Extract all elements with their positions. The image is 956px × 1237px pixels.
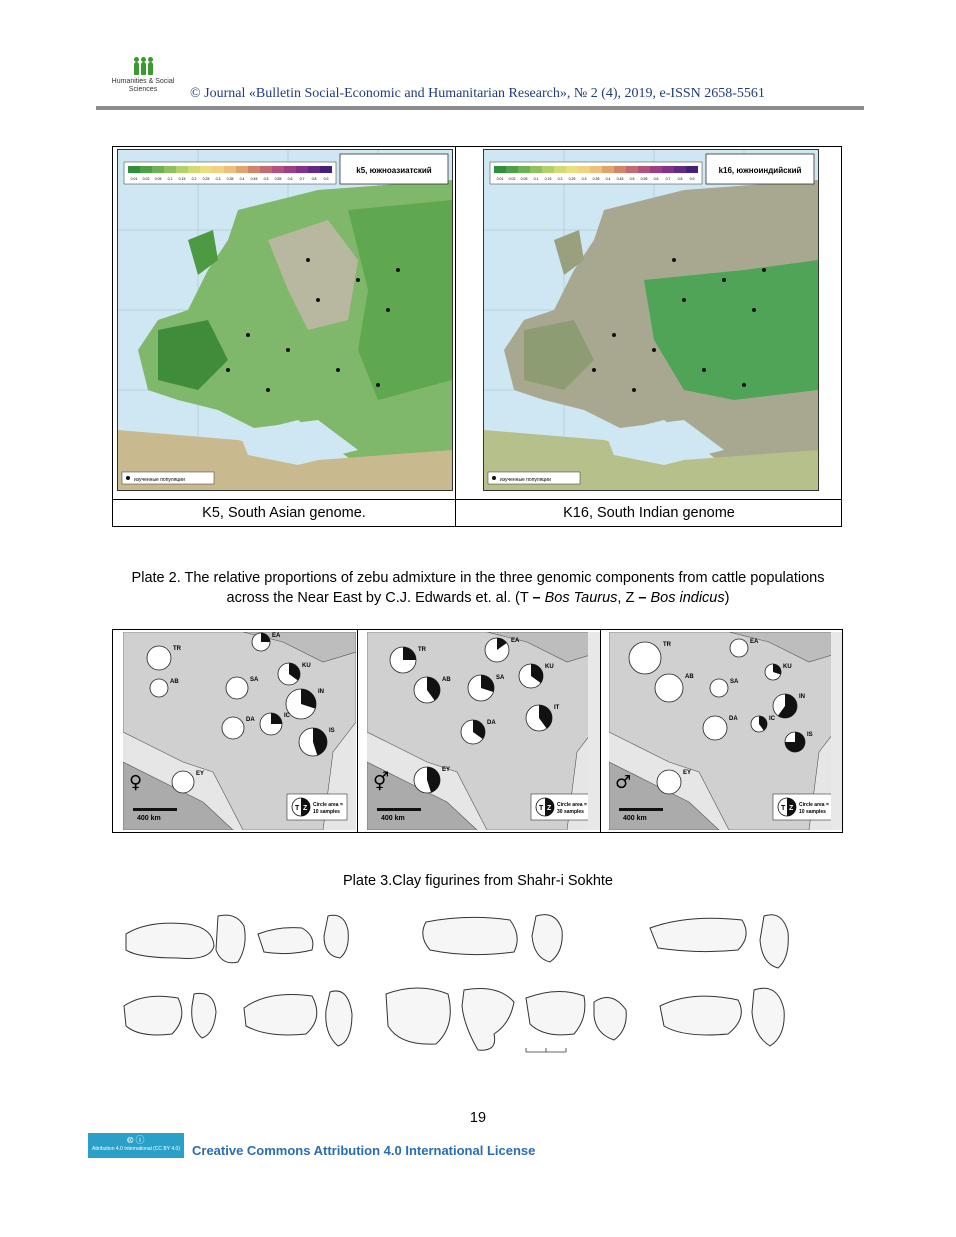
population-label: IC — [769, 716, 775, 722]
scale-bar — [133, 808, 177, 811]
legend-text: Circle area = — [557, 802, 587, 808]
pie-circle — [730, 639, 748, 657]
pie-circle — [629, 642, 661, 674]
population-label: EA — [750, 639, 759, 645]
scale-swatch — [188, 166, 200, 173]
pie-circle — [655, 674, 683, 702]
population-label: EA — [511, 638, 520, 644]
population-label: AB — [170, 679, 179, 685]
map-label: k5, южноазиатский — [356, 166, 432, 175]
legend-t: T — [539, 805, 544, 812]
scale-tick-label: 0.45 — [250, 177, 258, 181]
scale-tick-label: 0.5 — [629, 177, 635, 181]
scale-tick-label: 0.15 — [178, 177, 186, 181]
legend-t: T — [781, 805, 786, 812]
scale-tick-label: 0.2 — [191, 177, 197, 181]
cc-badge-text: Attribution 4.0 International (CC BY 4.0) — [91, 1146, 180, 1152]
sex-symbol-icon: ♀ — [129, 772, 143, 793]
scale-tick-label: 0.9 — [689, 177, 695, 181]
scale-swatch — [272, 166, 284, 173]
scale-swatch — [554, 166, 566, 173]
scale-tick-label: 0.8 — [311, 177, 317, 181]
pie-circle — [703, 716, 727, 740]
population-label: KU — [302, 663, 311, 669]
legend-text: 30 samples — [557, 809, 584, 815]
population-label: AB — [685, 674, 694, 680]
scale-swatch — [248, 166, 260, 173]
scale-tick-label: 0.35 — [592, 177, 600, 181]
map-label: k16, южноиндийский — [718, 166, 802, 175]
scale-tick-label: 0.01 — [130, 177, 138, 181]
scale-swatch — [662, 166, 674, 173]
map-caption-k16: K16, South Indian genome — [563, 505, 735, 521]
scale-tick-label: 0.45 — [616, 177, 624, 181]
header-rule — [96, 106, 864, 110]
scale-tick-label: 0.6 — [653, 177, 659, 181]
legend-z: Z — [789, 805, 794, 812]
scale-swatch — [506, 166, 518, 173]
scale-tick-label: 0.1 — [533, 177, 539, 181]
plate2-caption-line1: Plate 2. The relative proportions of zebu admixture in the three genomic components from cattle populations — [131, 570, 825, 586]
scale-tick-label: 0.3 — [215, 177, 221, 181]
logo-text: Humanities & Social Sciences — [111, 78, 175, 93]
map-caption-k5: K5, South Asian genome. — [202, 505, 366, 521]
population-label: EY — [442, 767, 451, 773]
scale-swatch — [260, 166, 272, 173]
population-label: TR — [173, 646, 181, 652]
scale-swatch — [128, 166, 140, 173]
population-label: SA — [496, 675, 505, 681]
scale-tick-label: 0.9 — [323, 177, 329, 181]
page-number: 19 — [469, 1110, 487, 1126]
scale-tick-label: 0.55 — [274, 177, 282, 181]
scale-tick-label: 0.25 — [568, 177, 576, 181]
scale-tick-label: 0.02 — [142, 177, 150, 181]
scale-tick-label: 0.4 — [239, 177, 245, 181]
scale-swatch — [308, 166, 320, 173]
population-label: SA — [250, 677, 259, 683]
scale-swatch — [224, 166, 236, 173]
population-label: KU — [783, 664, 792, 670]
scale-tick-label: 0.02 — [508, 177, 516, 181]
pie-circle — [710, 679, 728, 697]
table-divider — [357, 630, 358, 832]
scale-tick-label: 0.25 — [202, 177, 210, 181]
table-divider — [113, 499, 841, 500]
legend-t: T — [295, 805, 300, 812]
journal-citation: © Journal «Bulletin Social-Economic and Humanitarian Research», № 2 (4), 2019, e-ISSN 2658-5561 — [190, 86, 765, 101]
population-label: DA — [729, 716, 738, 722]
sex-symbol-icon: ⚥ — [373, 772, 390, 793]
scale-tick-label: 0.01 — [496, 177, 504, 181]
plate2-caption-line2: across the Near East by C.J. Edwards et. al. (T – Bos Taurus, Z – Bos indicus) — [226, 590, 730, 606]
scale-swatch — [602, 166, 614, 173]
scale-tick-label: 0.4 — [605, 177, 611, 181]
scale-swatch — [674, 166, 686, 173]
cc-icon: 🅭 ⓘ — [127, 1135, 145, 1145]
scale-bar — [619, 808, 663, 811]
scale-tick-label: 0.05 — [520, 177, 528, 181]
scale-label: 400 km — [381, 815, 405, 822]
scale-swatch — [152, 166, 164, 173]
scale-swatch — [284, 166, 296, 173]
population-label: IS — [329, 728, 335, 734]
legend-z: Z — [303, 805, 308, 812]
pie-map-combined — [367, 632, 600, 830]
scale-swatch — [542, 166, 554, 173]
population-label: TR — [663, 642, 671, 648]
scale-tick-label: 0.7 — [665, 177, 671, 181]
scale-tick-label: 0.6 — [287, 177, 293, 181]
scale-swatch — [614, 166, 626, 173]
pie-circle — [147, 646, 171, 670]
pie-circle — [222, 717, 244, 739]
legend-note: изученные популяции — [134, 477, 185, 483]
scale-swatch — [578, 166, 590, 173]
pie-map-female — [123, 632, 356, 830]
journal-logo — [108, 62, 178, 102]
scale-tick-label: 0.7 — [299, 177, 305, 181]
population-label: IT — [554, 705, 560, 711]
scale-swatch — [212, 166, 224, 173]
population-label: EY — [196, 771, 205, 777]
plate2-caption — [96, 568, 860, 608]
scale-label: 400 km — [137, 815, 161, 822]
scale-swatch — [494, 166, 506, 173]
scale-swatch — [164, 166, 176, 173]
scale-swatch — [566, 166, 578, 173]
scale-tick-label: 0.05 — [154, 177, 162, 181]
population-label: KU — [545, 664, 554, 670]
population-label: DA — [246, 717, 255, 723]
pie-circle — [150, 679, 168, 697]
scale-bar — [377, 808, 421, 811]
pie-circle — [172, 771, 194, 793]
scale-tick-label: 0.8 — [677, 177, 683, 181]
scale-swatch — [686, 166, 698, 173]
population-label: IS — [807, 732, 813, 738]
scale-tick-label: 0.3 — [581, 177, 587, 181]
pie-circle — [226, 677, 248, 699]
scale-swatch — [530, 166, 542, 173]
population-label: DA — [487, 720, 496, 726]
people-icon — [108, 62, 178, 78]
legend-text: Circle area = — [799, 802, 829, 808]
figure1-table — [112, 146, 842, 527]
scale-swatch — [518, 166, 530, 173]
scale-swatch — [320, 166, 332, 173]
pie-map-male — [609, 632, 842, 830]
scale-tick-label: 0.35 — [226, 177, 234, 181]
population-label: IN — [318, 689, 324, 695]
scale-tick-label: 0.15 — [544, 177, 552, 181]
figure2-table — [112, 629, 843, 833]
scale-swatch — [296, 166, 308, 173]
legend-text: 10 samples — [313, 809, 340, 815]
table-divider — [455, 147, 456, 526]
scale-swatch — [140, 166, 152, 173]
scale-swatch — [638, 166, 650, 173]
cc-license-badge[interactable] — [88, 1133, 184, 1158]
population-label: IC — [284, 713, 290, 719]
pie-circle — [657, 770, 681, 794]
map-k16 — [483, 149, 819, 491]
scale-swatch — [200, 166, 212, 173]
population-label: EY — [683, 770, 692, 776]
population-label: IN — [799, 694, 805, 700]
sex-symbol-icon: ♂ — [615, 772, 632, 793]
scale-tick-label: 0.55 — [640, 177, 648, 181]
scale-tick-label: 0.2 — [557, 177, 563, 181]
scale-swatch — [590, 166, 602, 173]
scale-tick-label: 0.5 — [263, 177, 269, 181]
legend-text: 10 samples — [799, 809, 826, 815]
legend-z: Z — [547, 805, 552, 812]
scale-label: 400 km — [623, 815, 647, 822]
plate3-caption: Plate 3.Clay figurines from Shahr-i Sokhte — [343, 873, 613, 889]
population-label: AB — [442, 677, 451, 683]
figurine-drawings — [118, 906, 808, 1058]
scale-swatch — [236, 166, 248, 173]
population-label: SA — [730, 679, 739, 685]
legend-note: изученные популяции — [500, 477, 551, 483]
legend-text: Circle area = — [313, 802, 343, 808]
license-link[interactable]: Creative Commons Attribution 4.0 International License — [192, 1143, 536, 1158]
population-label: EA — [272, 633, 281, 639]
scale-swatch — [626, 166, 638, 173]
map-k5 — [117, 149, 453, 491]
population-label: TR — [418, 647, 426, 653]
scale-swatch — [176, 166, 188, 173]
scale-swatch — [650, 166, 662, 173]
table-divider — [600, 630, 601, 832]
scale-tick-label: 0.1 — [167, 177, 173, 181]
